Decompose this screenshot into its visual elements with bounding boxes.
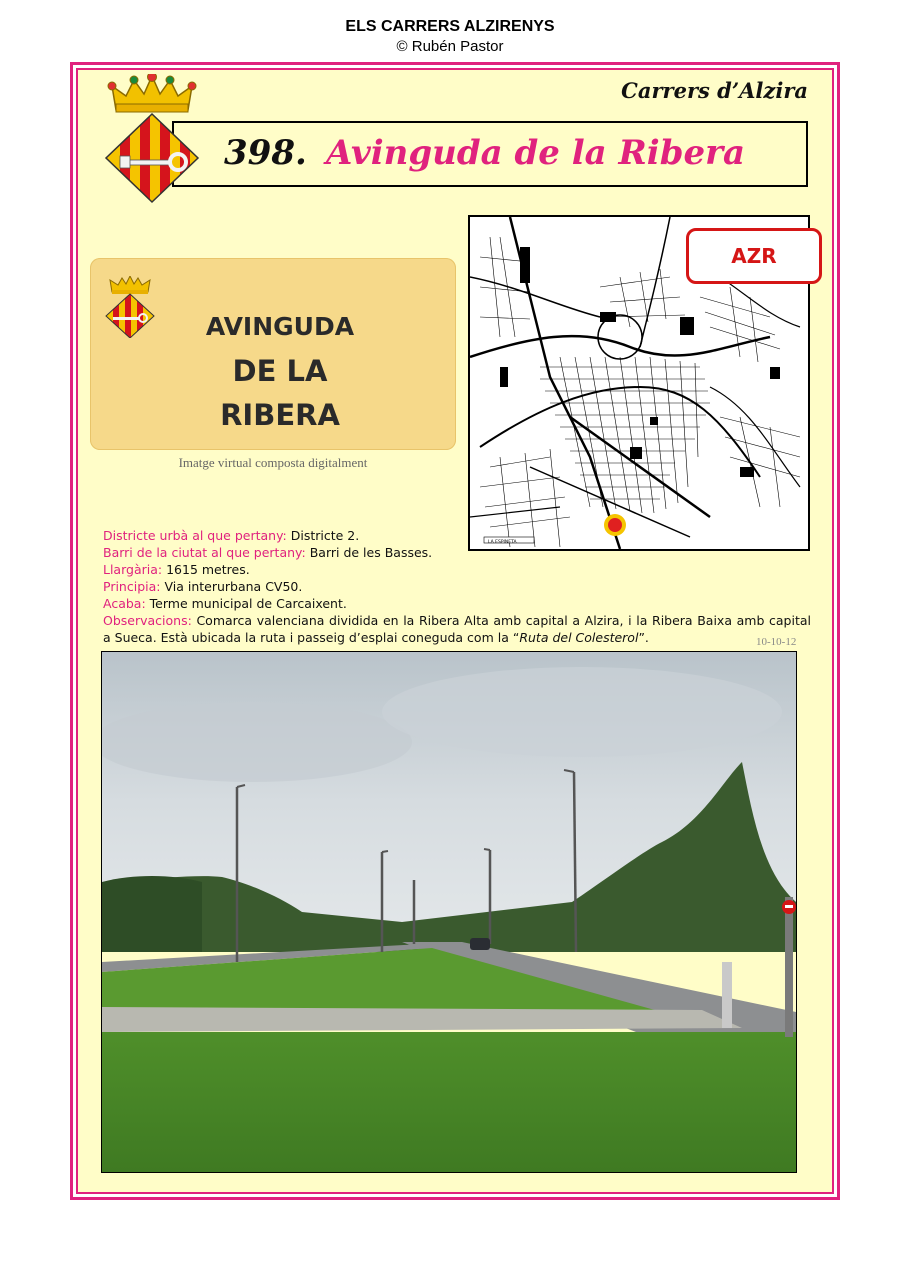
- neighborhood-value: Barri de les Basses.: [309, 545, 433, 560]
- end-value: Terme municipal de Carcaixent.: [149, 596, 347, 611]
- street-number: 398.: [224, 133, 307, 173]
- district-code-badge: AZR: [686, 228, 822, 284]
- neighborhood-label: Barri de la ciutat al que pertany:: [103, 545, 306, 560]
- brand-title: Carrers d’Alzira: [621, 78, 808, 103]
- street-info: [103, 527, 811, 646]
- sign-line-2: DE LA: [232, 354, 328, 388]
- length-value: 1615 metres.: [166, 562, 250, 577]
- copyright-line: © Rubén Pastor: [396, 38, 504, 55]
- observations-label: Observacions:: [103, 613, 192, 628]
- document-date: 10-10-12: [756, 636, 797, 648]
- district-value: Districte 2.: [290, 528, 360, 543]
- observations-end: ”.: [638, 630, 649, 645]
- map-scale-label: LA ESPINETA: [488, 540, 517, 545]
- street-photo-image: [102, 652, 796, 1172]
- observations-text: Comarca valenciana dividida en la Ribera Alta amb capital a Alzira, i la Ribera Baixa amb capital a Sueca. Està ubicada la ruta i passeig d’esplai coneguda com la “: [103, 613, 811, 645]
- street-title-box: [172, 121, 808, 187]
- start-label: Principia:: [103, 579, 161, 594]
- start-value: Via interurbana CV50.: [164, 579, 303, 594]
- sign-caption: Imatge virtual composta digitalment: [178, 455, 368, 470]
- observations-italic: Ruta del Colesterol: [519, 630, 639, 645]
- district-label: Districte urbà al que pertany:: [103, 528, 287, 543]
- sign-line-1: AVINGUDA: [205, 312, 355, 341]
- coat-of-arms-icon: [104, 74, 200, 204]
- end-label: Acaba:: [103, 596, 146, 611]
- street-photo: [101, 651, 797, 1173]
- street-sign: [90, 258, 456, 450]
- collection-title: ELS CARRERS ALZIRENYS: [345, 18, 555, 35]
- sign-line-3: RIBERA: [220, 398, 340, 432]
- street-name: Avinguda de la Ribera: [326, 133, 746, 173]
- page-header: [0, 18, 900, 55]
- length-label: Llargària:: [103, 562, 163, 577]
